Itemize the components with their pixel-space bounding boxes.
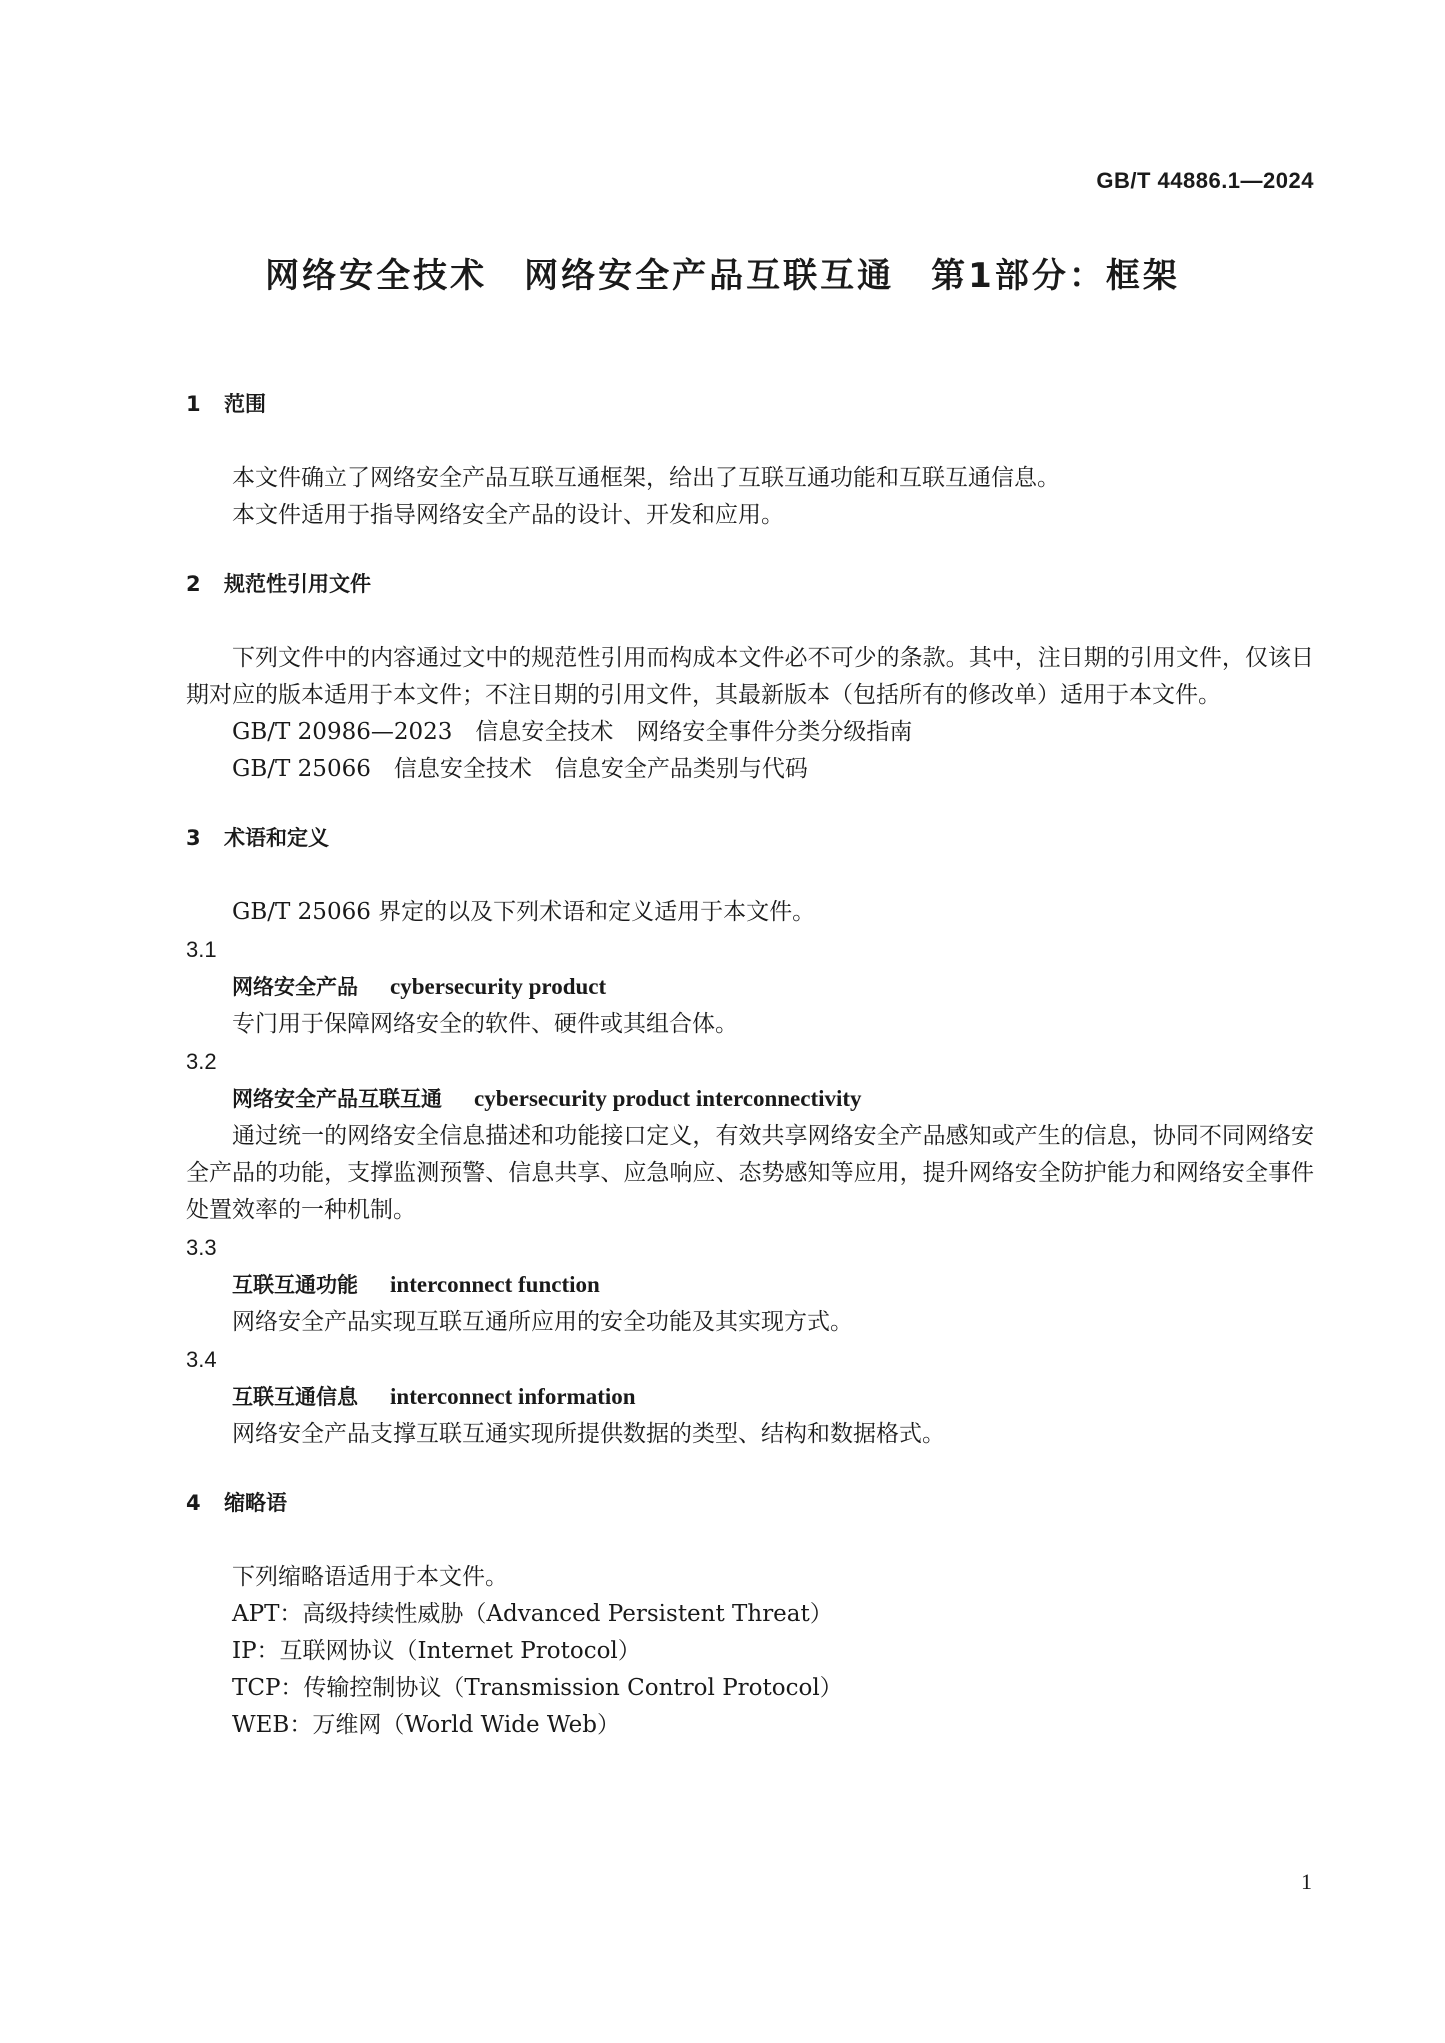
term-name-zh: 网络安全产品 xyxy=(232,975,358,999)
standard-code: GB/T 44886.1—2024 xyxy=(1096,168,1314,193)
section-heading xyxy=(186,822,1314,852)
term-name xyxy=(186,1266,1314,1304)
term-name xyxy=(186,1378,1314,1416)
term-name-en: interconnect information xyxy=(390,1384,636,1409)
paragraph: 下列缩略语适用于本文件。 xyxy=(232,1564,508,1590)
term-name-en: interconnect function xyxy=(390,1272,600,1297)
term-name xyxy=(186,968,1314,1006)
term-definition: 专门用于保障网络安全的软件、硬件或其组合体。 xyxy=(232,1011,738,1037)
section-number: 2 xyxy=(186,572,201,596)
page-number: 1 xyxy=(1301,1869,1312,1894)
section-heading xyxy=(186,568,1314,598)
term-entry xyxy=(186,1341,1314,1453)
term-number: 3.3 xyxy=(186,1235,217,1260)
term-name xyxy=(186,1080,1314,1118)
section-title: 术语和定义 xyxy=(224,826,329,850)
term-number: 3.4 xyxy=(186,1347,217,1372)
section-number: 3 xyxy=(186,826,201,850)
section-number: 4 xyxy=(186,1491,201,1515)
term-entry xyxy=(186,931,1314,1043)
section-title: 规范性引用文件 xyxy=(224,572,371,596)
term-definition: 网络安全产品实现互联互通所应用的安全功能及其实现方式。 xyxy=(232,1309,853,1335)
term-name-zh: 网络安全产品互联互通 xyxy=(232,1087,442,1111)
term-name-zh: 互联互通信息 xyxy=(232,1385,358,1409)
section-title: 缩略语 xyxy=(224,1491,287,1515)
abbreviation-item: IP：互联网协议（Internet Protocol） xyxy=(232,1638,641,1664)
reference-item: GB/T 20986—2023 信息安全技术 网络安全事件分类分级指南 xyxy=(232,719,913,745)
document-body xyxy=(186,388,1314,1778)
abbreviation-item: WEB：万维网（World Wide Web） xyxy=(232,1712,620,1738)
section-heading xyxy=(186,1487,1314,1517)
section-abbreviations xyxy=(186,1487,1314,1744)
section-scope xyxy=(186,388,1314,534)
term-number: 3.2 xyxy=(186,1049,217,1074)
abbreviation-item: APT：高级持续性威胁（Advanced Persistent Threat） xyxy=(232,1601,833,1627)
paragraph: 本文件确立了网络安全产品互联互通框架，给出了互联互通功能和互联互通信息。 xyxy=(232,465,1060,491)
document-title: 网络安全技术 网络安全产品互联互通 第1部分：框架 xyxy=(265,256,1180,296)
abbreviation-item: TCP：传输控制协议（Transmission Control Protocol） xyxy=(232,1675,843,1701)
term-number: 3.1 xyxy=(186,937,217,962)
term-name-en: cybersecurity product interconnectivity xyxy=(474,1086,862,1111)
term-definition: 通过统一的网络安全信息描述和功能接口定义，有效共享网络安全产品感知或产生的信息，协同不同网络安全产品的功能，支撑监测预警、信息共享、应急响应、态势感知等应用，提升网络安全防护能力和网络安全事件处置效率的一种机制。 xyxy=(186,1123,1314,1223)
term-name-zh: 互联互通功能 xyxy=(232,1273,358,1297)
term-entry xyxy=(186,1229,1314,1341)
section-normative-references xyxy=(186,568,1314,788)
section-title: 范围 xyxy=(224,392,266,416)
paragraph: 本文件适用于指导网络安全产品的设计、开发和应用。 xyxy=(232,502,784,528)
section-number: 1 xyxy=(186,392,201,416)
reference-item: GB/T 25066 信息安全技术 信息安全产品类别与代码 xyxy=(232,756,808,782)
term-definition: 网络安全产品支撑互联互通实现所提供数据的类型、结构和数据格式。 xyxy=(232,1421,945,1447)
section-terms xyxy=(186,822,1314,1453)
term-entry xyxy=(186,1043,1314,1229)
term-name-en: cybersecurity product xyxy=(390,974,607,999)
section-heading xyxy=(186,388,1314,418)
paragraph: GB/T 25066 界定的以及下列术语和定义适用于本文件。 xyxy=(232,899,816,925)
paragraph: 下列文件中的内容通过文中的规范性引用而构成本文件必不可少的条款。其中，注日期的引用文件，仅该日期对应的版本适用于本文件；不注日期的引用文件，其最新版本（包括所有的修改单）适用于本文件。 xyxy=(186,645,1314,708)
